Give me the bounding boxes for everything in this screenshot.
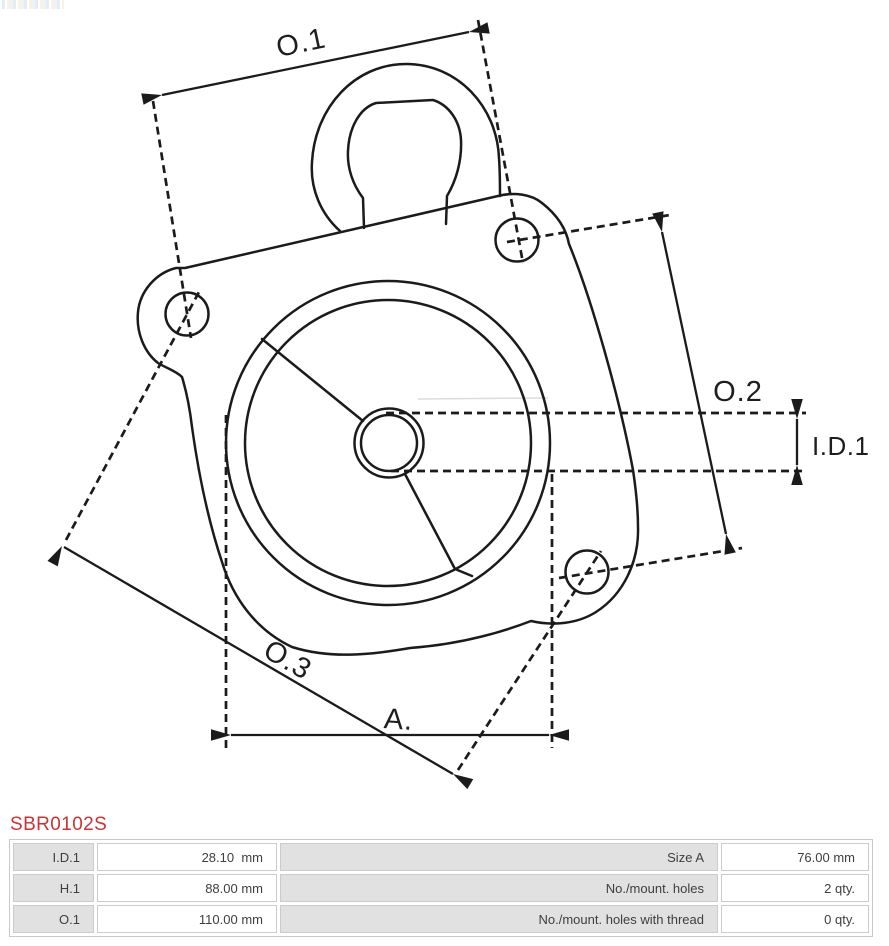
table-row bbox=[13, 905, 869, 933]
spec-value-cell: 88.00 mm bbox=[97, 874, 277, 902]
dimension-label-id1: I.D.1 bbox=[812, 431, 870, 461]
extension-line-o3-left bbox=[66, 292, 199, 540]
extension-line-o2-top bbox=[507, 215, 670, 242]
spec-value-cell: 2 qty. bbox=[721, 874, 869, 902]
table-row bbox=[13, 843, 869, 871]
dimension-label-a: A. bbox=[382, 703, 415, 738]
table-row bbox=[13, 874, 869, 902]
extension-line-o1-left bbox=[153, 101, 191, 338]
dimension-label-o2: O.2 bbox=[713, 376, 763, 408]
outer-opening-circle bbox=[226, 281, 550, 605]
spec-value-cell: 0 qty. bbox=[721, 905, 869, 933]
sector-line-lower bbox=[405, 474, 455, 569]
spec-label-cell: O.1 bbox=[13, 905, 94, 933]
faint-artifact-line bbox=[418, 398, 548, 399]
spec-label-cell: No./mount. holes with thread bbox=[280, 905, 718, 933]
spec-label-cell: H.1 bbox=[13, 874, 94, 902]
spec-label-cell: I.D.1 bbox=[13, 843, 94, 871]
dimension-label-o1: O.1 bbox=[273, 22, 329, 65]
hub-bore-circle bbox=[361, 415, 417, 471]
spec-value-cell: 28.10 mm bbox=[97, 843, 277, 871]
spec-value-cell: 110.00 mm bbox=[97, 905, 277, 933]
dimension-label-o3: O.3 bbox=[257, 633, 318, 687]
hub-outer-circle bbox=[355, 409, 424, 478]
sector-line-upper bbox=[262, 339, 363, 421]
part-number: SBR0102S bbox=[10, 814, 108, 835]
sector-tick bbox=[455, 569, 472, 576]
extension-line-o2-bottom bbox=[559, 548, 742, 578]
spec-label-cell: No./mount. holes bbox=[280, 874, 718, 902]
spec-table bbox=[9, 839, 873, 937]
top-loop-outer bbox=[312, 64, 500, 231]
spec-label-cell: Size A bbox=[280, 843, 718, 871]
inner-opening-circle bbox=[245, 300, 531, 586]
spec-value-cell: 76.00 mm bbox=[721, 843, 869, 871]
extension-line-o3-right bbox=[458, 551, 601, 770]
